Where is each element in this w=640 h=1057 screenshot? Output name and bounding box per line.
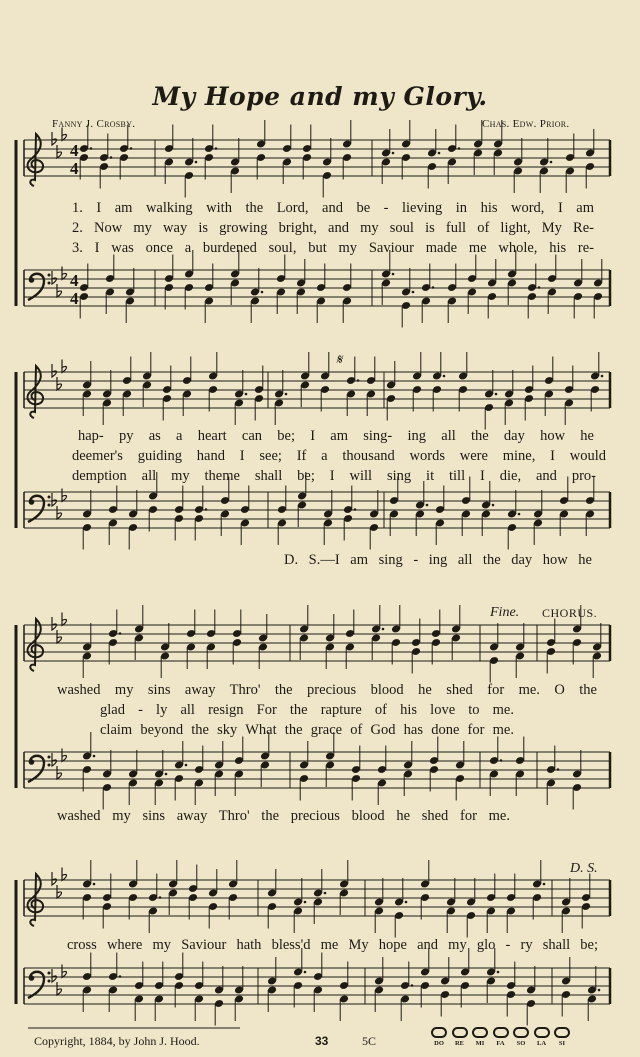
flat-icon xyxy=(52,271,57,284)
dot xyxy=(538,286,541,289)
bass-clef-dot xyxy=(29,759,35,765)
shape-note-do-icon xyxy=(431,1027,447,1038)
lyric-line: cross where my Saviour hath bless'd me My hope and my glo - ry shall be; xyxy=(67,937,598,953)
dot xyxy=(119,632,122,635)
dot xyxy=(130,147,133,150)
dot xyxy=(598,989,601,992)
dot xyxy=(500,759,503,762)
dot xyxy=(492,504,495,507)
treble-clef-icon xyxy=(28,874,44,926)
flat-icon xyxy=(57,885,62,898)
lyric-line: demption all my theme shall be; I will sing it till I die, and pro- xyxy=(72,468,596,484)
shape-note-la-icon xyxy=(534,1027,550,1038)
flat-icon xyxy=(57,377,62,390)
flat-icon xyxy=(62,613,67,626)
lyric-line: claim beyond the sky What the grace of God has done for me. xyxy=(100,722,514,738)
dot xyxy=(495,393,498,396)
solfege-label: SO xyxy=(516,1040,526,1047)
flat-icon xyxy=(57,766,62,779)
dot xyxy=(205,508,208,511)
shape-note-so-icon xyxy=(513,1027,529,1038)
page-number: 33 xyxy=(315,1034,329,1048)
dot xyxy=(411,984,414,987)
lyric-line: glad - ly all resign For the rapture of his love to me. xyxy=(100,702,514,718)
dot xyxy=(601,375,604,378)
bass-clef-dot xyxy=(29,499,35,505)
solfege-label: MI xyxy=(475,1040,485,1047)
dot xyxy=(261,291,264,294)
dot xyxy=(304,901,307,904)
dot xyxy=(119,975,122,978)
time-signature: 4 xyxy=(70,271,79,290)
lyric-line: deemer's guiding hand I see; If a thousand words were mine, I would xyxy=(72,448,606,464)
lyric-line: washed my sins away Thro' the precious blood he shed for me. O the xyxy=(57,682,597,698)
lyric-line: hap- py as a heart can be; I am sing- ing all the day how he xyxy=(78,428,594,444)
solfege-label: DO xyxy=(434,1040,444,1047)
dot xyxy=(543,883,546,886)
flat-icon xyxy=(57,630,62,643)
solfege-label: FA xyxy=(496,1040,505,1047)
segno-sign: 𝄋 xyxy=(336,353,343,368)
treble-clef-icon xyxy=(28,619,44,671)
bass-clef-dot xyxy=(48,496,51,499)
copyright-notice: Copyright, 1884, by John J. Hood. xyxy=(34,1034,200,1048)
bass-clef-dot xyxy=(29,975,35,981)
dot xyxy=(245,393,248,396)
dot xyxy=(165,773,168,776)
dot xyxy=(354,508,357,511)
flat-icon xyxy=(52,132,57,145)
flat-icon xyxy=(57,284,62,297)
shape-note-si-icon xyxy=(554,1027,570,1038)
flat-icon xyxy=(62,360,67,373)
hymn-title: My Hope and my Glory. xyxy=(152,82,488,111)
flat-icon xyxy=(62,965,67,978)
solfege-label: LA xyxy=(536,1040,547,1047)
fine-marking: Fine. xyxy=(490,605,520,620)
chorus-label: CHORUS. xyxy=(542,606,598,620)
dot xyxy=(412,291,415,294)
dot xyxy=(93,755,96,758)
lyric-line: 2. Now my way is growing bright, and my soul is full of light, My Re- xyxy=(72,220,594,236)
dot xyxy=(215,147,218,150)
dot xyxy=(550,161,553,164)
bass-clef-dot xyxy=(48,764,51,767)
dot xyxy=(195,161,198,164)
shape-note-mi-icon xyxy=(472,1027,488,1038)
solfege-label: RE xyxy=(454,1040,465,1047)
dot xyxy=(392,152,395,155)
flat-icon xyxy=(62,267,67,280)
flat-icon xyxy=(62,128,67,141)
bass-lyric-line: washed my sins away Thro' the precious blood he shed for me. xyxy=(57,808,510,824)
dot xyxy=(357,379,360,382)
dot xyxy=(432,286,435,289)
dot xyxy=(392,273,395,276)
dot xyxy=(93,883,96,886)
flat-icon xyxy=(52,969,57,982)
dot xyxy=(185,764,188,767)
treble-clef-icon xyxy=(28,366,44,418)
dot xyxy=(382,628,385,631)
flat-icon xyxy=(52,364,57,377)
treble-clef-icon xyxy=(28,134,44,186)
flat-icon xyxy=(57,506,62,519)
ds-marking: D. S. xyxy=(570,861,598,876)
bass-clef-dot xyxy=(48,756,51,759)
time-signature: 4 xyxy=(70,289,79,308)
dot xyxy=(426,504,429,507)
dot xyxy=(438,152,441,155)
dot xyxy=(90,147,93,150)
solfege-label: SI xyxy=(558,1040,566,1047)
composer-credit: Chas. Edw. Prior. xyxy=(482,118,570,130)
flat-icon xyxy=(62,868,67,881)
bass-clef-dot xyxy=(48,972,51,975)
shape-note-re-icon xyxy=(452,1027,468,1038)
dot xyxy=(497,971,500,974)
key-indicator: 5C xyxy=(362,1034,377,1048)
flat-icon xyxy=(62,749,67,762)
dot xyxy=(304,971,307,974)
flat-icon xyxy=(52,872,57,885)
ds-lyric-line: D. S.—I am sing - ing all the day how he xyxy=(284,552,592,568)
flat-icon xyxy=(57,145,62,158)
bass-clef-dot xyxy=(29,277,35,283)
bass-clef-dot xyxy=(48,274,51,277)
bass-clef-dot xyxy=(48,504,51,507)
dot xyxy=(557,768,560,771)
bass-clef-dot xyxy=(48,282,51,285)
flat-icon xyxy=(57,982,62,995)
dot xyxy=(405,901,408,904)
flat-icon xyxy=(52,493,57,506)
dot xyxy=(159,896,162,899)
lyric-line: 3. I was once a burdened soul, but my Saviour made me whole, his re- xyxy=(72,240,594,256)
dot xyxy=(285,393,288,396)
dot xyxy=(443,375,446,378)
dot xyxy=(518,513,521,516)
dot xyxy=(324,892,327,895)
time-signature: 4 xyxy=(70,159,79,178)
shape-note-fa-icon xyxy=(493,1027,509,1038)
flat-icon xyxy=(52,753,57,766)
dot xyxy=(110,156,113,159)
time-signature: 4 xyxy=(70,141,79,160)
lyricist-credit: Fanny J. Crosby. xyxy=(52,118,136,130)
flat-icon xyxy=(52,617,57,630)
bass-clef-dot xyxy=(48,980,51,983)
lyric-line: 1. I am walking with the Lord, and be - lieving in his word, I am xyxy=(72,200,594,216)
flat-icon xyxy=(62,489,67,502)
dot xyxy=(458,147,461,150)
